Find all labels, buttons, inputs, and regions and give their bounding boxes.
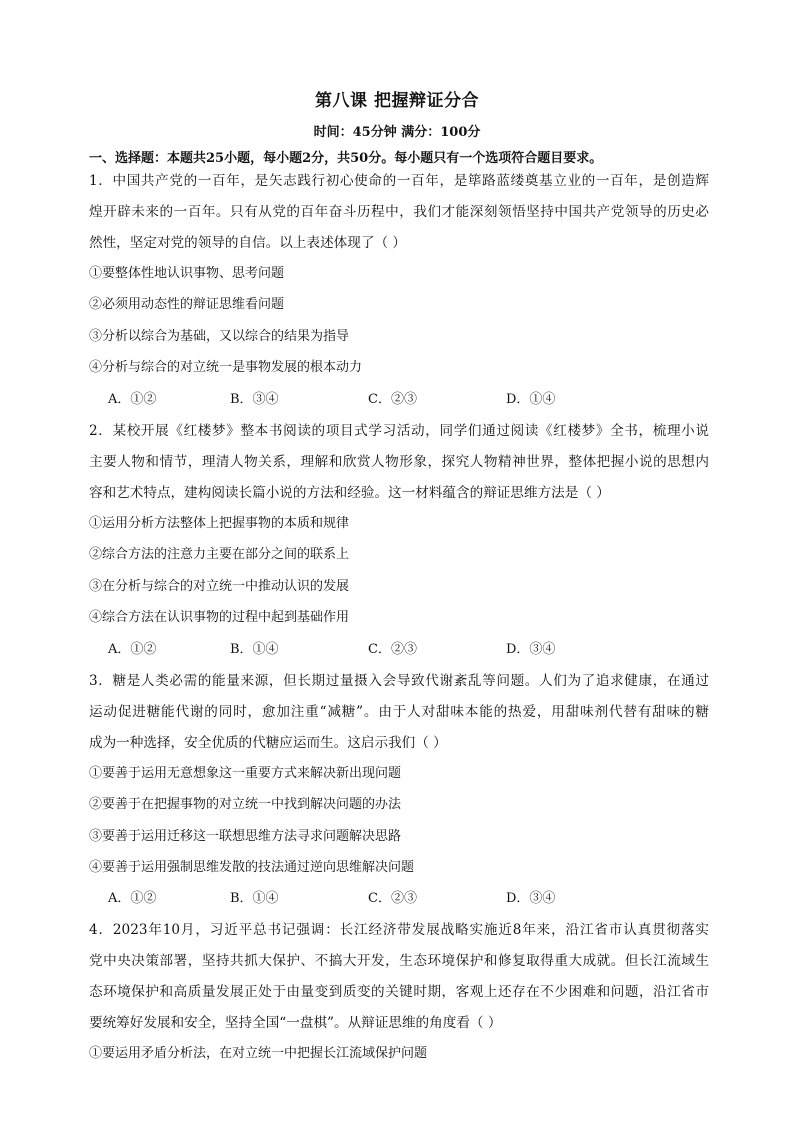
question-1-option-1: ①要整体性地认识事物、思考问题 bbox=[89, 266, 285, 281]
question-1-choice-d: D．①④ bbox=[506, 392, 556, 407]
question-2-choice-d: D．③④ bbox=[506, 642, 556, 657]
question-1-stem-line-1: 1．中国共产党的一百年，是矢志践行初心使命的一百年，是筚路蓝缕奠基立业的一百年，是创造辉 bbox=[89, 173, 709, 189]
question-3-choice-d: D．③④ bbox=[506, 891, 556, 906]
question-2-stem-line-2: 主要人物和情节，理清人物关系，理解和欣赏人物形象，探究人物精神世界，整体把握小说的思想内 bbox=[89, 454, 709, 470]
question-2-choice-b: B．①④ bbox=[230, 642, 279, 657]
question-3-stem-line-3: 成为一种选择，安全优质的代糖应运而生。这启示我们（ ） bbox=[89, 735, 447, 751]
question-4-stem-line-3: 态环境保护和高质量发展正处于由量变到质变的关键时期，客观上还存在不少困难和问题，沿江省市 bbox=[89, 984, 709, 1000]
question-2-option-3: ③在分析与综合的对立统一中推动认识的发展 bbox=[89, 579, 350, 594]
question-3-choice-a: A．①② bbox=[108, 891, 157, 906]
question-3-choice-c: C．②③ bbox=[368, 891, 417, 906]
exam-time-score: 时间：45分钟 满分：100分 bbox=[313, 125, 481, 140]
question-1-choice-a: A．①② bbox=[108, 392, 157, 407]
page-title: 第八课 把握辩证分合 bbox=[315, 91, 479, 111]
question-1-choice-b: B．③④ bbox=[230, 392, 279, 407]
question-4-stem-line-2: 党中央决策部署，坚持共抓大保护、不搞大开发，生态环境保护和修复取得重大成就。但长江流域生 bbox=[89, 953, 709, 969]
question-2-stem-line-1: 2．某校开展《红楼梦》整本书阅读的项目式学习活动，同学们通过阅读《红楼梦》全书，梳理小说 bbox=[89, 423, 709, 439]
question-1-stem-line-2: 煌开辟未来的一百年。只有从党的百年奋斗历程中，我们才能深刻领悟坚持中国共产党领导的历史必 bbox=[89, 204, 709, 220]
question-2-option-1: ①运用分析方法整体上把握事物的本质和规律 bbox=[89, 516, 350, 531]
question-4-stem-line-1: 4．2023年10月，习近平总书记强调：长江经济带发展战略实施近8年来，沿江省市认真贯彻落实 bbox=[89, 922, 709, 938]
question-2-option-2: ②综合方法的注意力主要在部分之间的联系上 bbox=[89, 547, 350, 562]
question-1-option-2: ②必须用动态性的辩证思维看问题 bbox=[89, 297, 285, 312]
question-4-option-1: ①要运用矛盾分析法，在对立统一中把握长江流域保护问题 bbox=[89, 1046, 428, 1061]
question-1-option-3: ③分析以综合为基础，又以综合的结果为指导 bbox=[89, 329, 350, 344]
question-2-option-4: ④综合方法在认识事物的过程中起到基础作用 bbox=[89, 610, 350, 625]
question-3-option-3: ③要善于运用迁移这一联想思维方法寻求问题解决思路 bbox=[89, 829, 402, 844]
question-3-choice-b: B．①④ bbox=[230, 891, 279, 906]
question-3-stem-line-1: 3．糖是人类必需的能量来源，但长期过量摄入会导致代谢紊乱等问题。人们为了追求健康，在通过 bbox=[89, 673, 709, 689]
question-1-option-4: ④分析与综合的对立统一是事物发展的根本动力 bbox=[89, 360, 363, 375]
question-2-choice-c: C．②③ bbox=[368, 642, 417, 657]
question-3-stem-line-2: 运动促进糖能代谢的同时，愈加注重“减糖”。由于人对甜味本能的热爱，用甜味剂代替有甜味的糖 bbox=[89, 704, 709, 720]
question-3-option-2: ②要善于在把握事物的对立统一中找到解决问题的办法 bbox=[89, 797, 402, 812]
question-2-choice-a: A．①② bbox=[108, 642, 157, 657]
question-1-choice-c: C．②③ bbox=[368, 392, 417, 407]
section-heading: 一、选择题：本题共25小题，每小题2分，共50分。每小题只有一个选项符合题目要求。 bbox=[89, 151, 603, 166]
question-4-stem-line-4: 要统筹好发展和安全，坚持全国“一盘棋”。从辩证思维的角度看（ ） bbox=[89, 1015, 502, 1031]
question-1-stem-line-3: 然性，坚定对党的领导的自信。以上表述体现了（ ） bbox=[89, 235, 406, 251]
question-3-option-4: ④要善于运用强制思维发散的技法通过逆向思维解决问题 bbox=[89, 860, 415, 875]
question-2-stem-line-3: 容和艺术特点，建构阅读长篇小说的方法和经验。这一材料蕴含的辩证思维方法是（ ） bbox=[89, 485, 610, 501]
question-3-option-1: ①要善于运用无意想象这一重要方式来解决新出现问题 bbox=[89, 766, 402, 781]
